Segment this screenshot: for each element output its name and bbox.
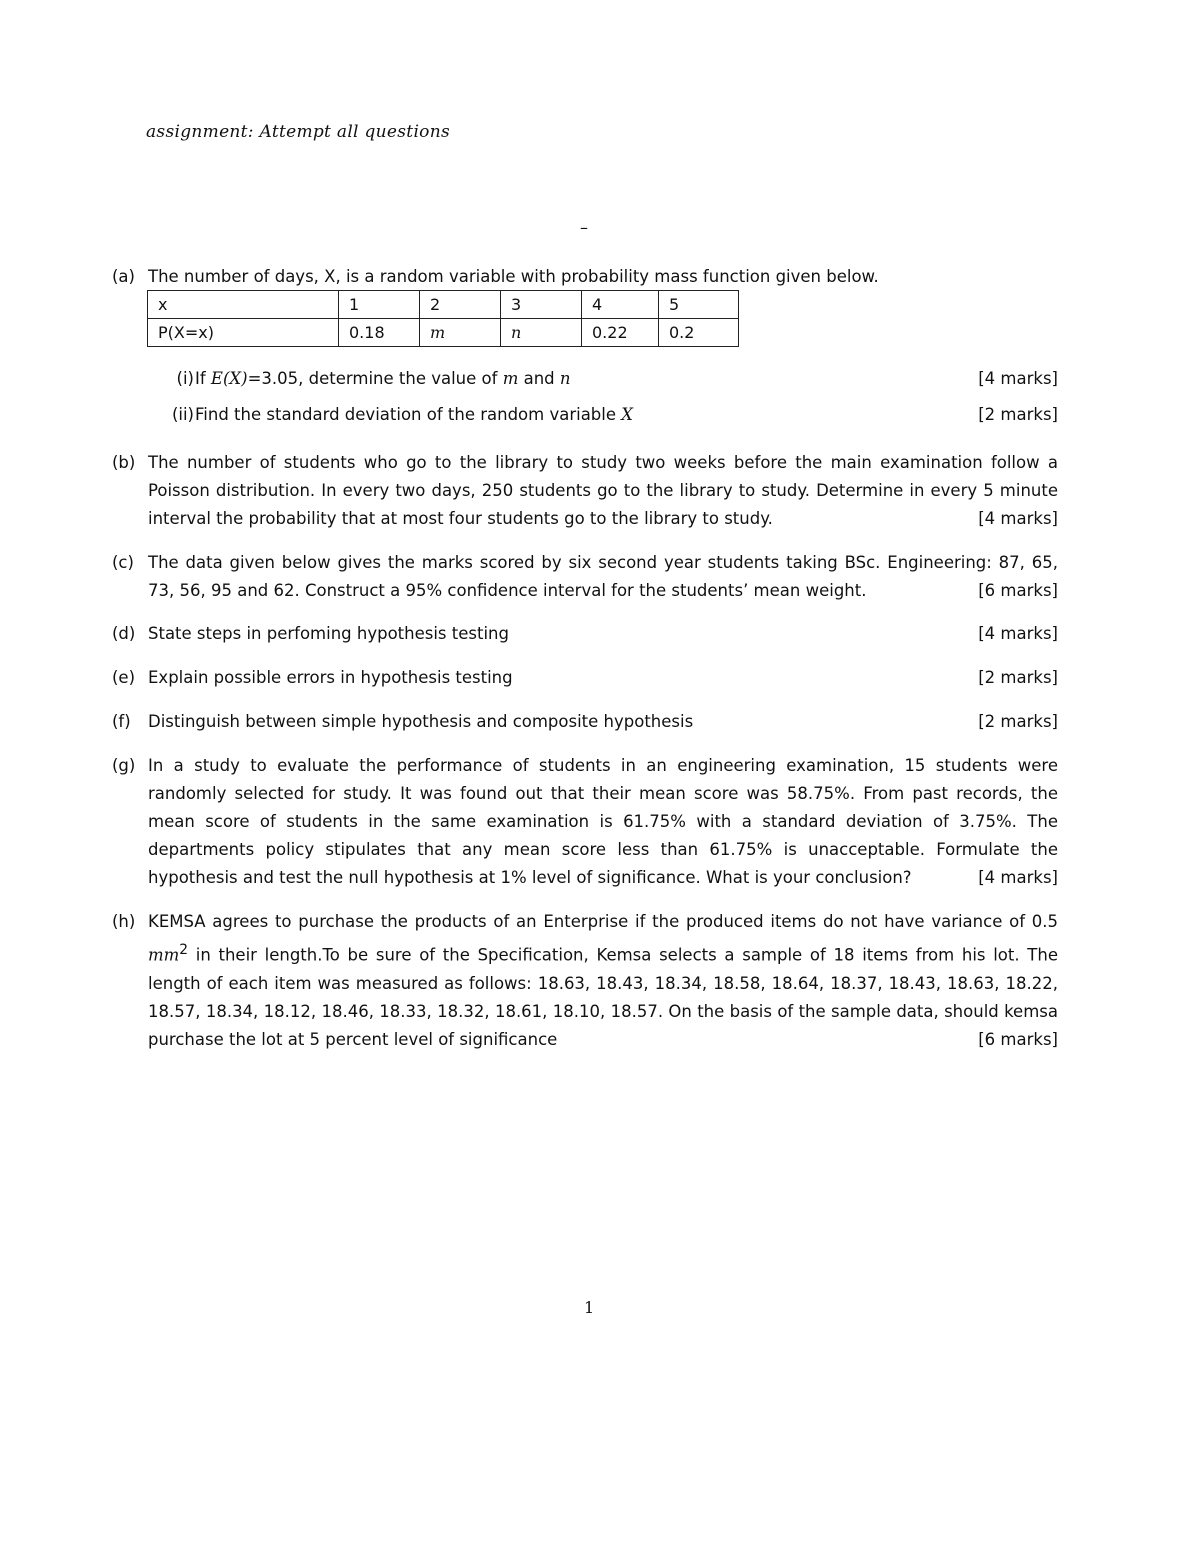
marks-badge: [2 marks] bbox=[978, 712, 1058, 731]
question-c bbox=[112, 549, 1058, 605]
pmf-cell: n bbox=[501, 319, 582, 347]
pmf-table-row-x bbox=[148, 291, 739, 319]
text-run: The number of students who go to the library to study two weeks before the main examination follow a Poisson distribution. In every two days, 250 students go to the library to study. Determine in every 5 minute interval the probability that at most four students go to the library to study. bbox=[148, 453, 1058, 528]
text-run: The data given below gives the marks scored by six second year students taking BSc. Engineering: 87, 65, 73, 56, 95 and 62. Construct a 95% confidence interval for the students’ mean weight. bbox=[148, 553, 1058, 600]
question-b-label: (b) bbox=[112, 453, 136, 472]
superscript: 2 bbox=[179, 942, 189, 958]
separator-dash: – bbox=[580, 218, 588, 237]
text-run: If bbox=[195, 369, 211, 388]
part-i-text bbox=[195, 365, 1058, 393]
question-c-label: (c) bbox=[112, 553, 134, 572]
math-run: m bbox=[502, 369, 519, 388]
pmf-cell: 0.2 bbox=[659, 319, 739, 347]
question-e-label: (e) bbox=[112, 668, 136, 687]
page-heading: assignment: Attempt all questions bbox=[146, 122, 450, 142]
pmf-cell: 5 bbox=[659, 291, 739, 319]
question-g-label: (g) bbox=[112, 756, 136, 775]
text-run: and bbox=[518, 369, 560, 388]
marks-badge: [6 marks] bbox=[978, 581, 1058, 600]
math-run: E(X) bbox=[210, 369, 248, 388]
question-h-label: (h) bbox=[112, 912, 136, 931]
text-run: =3.05, determine the value of bbox=[247, 369, 503, 388]
question-a-part-ii bbox=[150, 401, 1058, 429]
marks-badge: [2 marks] bbox=[978, 405, 1058, 424]
pmf-cell: m bbox=[420, 319, 501, 347]
math-run: X bbox=[621, 405, 634, 424]
text-run: Find the standard deviation of the random variable bbox=[195, 405, 622, 424]
question-g bbox=[112, 752, 1058, 892]
text-run: In a study to evaluate the performance of students in an engineering examination, 15 students were randomly selected for study. It was found out that their mean score was 58.75%. From past records, the mean score of students in the same examination is 61.75% with a standard deviation of 3.75%. The departments policy stipulates that any mean score less than 61.75% is unacceptable. Formulate the hypothesis and test the null hypothesis at 1% level of significance. What is your conclusion? bbox=[148, 756, 1058, 887]
question-a-part-i bbox=[150, 365, 1058, 393]
text-run: Explain possible errors in hypothesis testing bbox=[148, 668, 513, 687]
pmf-cell: 2 bbox=[420, 291, 501, 319]
marks-badge: [6 marks] bbox=[978, 1029, 1058, 1049]
question-g-text bbox=[148, 752, 1058, 892]
question-e-text bbox=[148, 664, 1058, 692]
question-f bbox=[112, 708, 1058, 736]
marks-badge: [4 marks] bbox=[978, 509, 1058, 528]
pmf-table bbox=[147, 290, 739, 347]
question-c-text bbox=[148, 549, 1058, 605]
text-run: Distinguish between simple hypothesis and composite hypothesis bbox=[148, 712, 694, 731]
marks-badge: [2 marks] bbox=[978, 668, 1058, 687]
math-run: n bbox=[559, 369, 571, 388]
marks-badge: [4 marks] bbox=[978, 624, 1058, 643]
question-d bbox=[112, 620, 1058, 648]
math-run: mm bbox=[148, 945, 180, 965]
part-ii-label: (ii) bbox=[171, 405, 194, 424]
question-h-text bbox=[148, 908, 1058, 1054]
marks-badge: [4 marks] bbox=[978, 868, 1058, 887]
pmf-table-row-prob bbox=[148, 319, 739, 347]
part-i-label: (i) bbox=[176, 369, 194, 388]
marks-badge: [4 marks] bbox=[978, 369, 1058, 388]
question-d-text bbox=[148, 620, 1058, 648]
text-run: State steps in perfoming hypothesis testing bbox=[148, 624, 509, 643]
text-run: in their length.To be sure of the Specification, Kemsa selects a sample of 18 items from his lot. The length of each item was measured as follows: 18.63, 18.43, 18.34, 18.58, 18.64, 18.37, 18.43, 18.63, 18.22, 18.57, 18.34, 18.12, 18.46, 18.33, 18.32, 18.61, 18.10, 18.57. On the basis of the sample data, should kemsa purchase the lot at 5 percent level of significance bbox=[148, 945, 1058, 1049]
question-a bbox=[112, 263, 1058, 291]
pmf-cell: 4 bbox=[582, 291, 659, 319]
question-h bbox=[112, 908, 1058, 1054]
pmf-cell: 0.22 bbox=[582, 319, 659, 347]
text-run: KEMSA agrees to purchase the products of an Enterprise if the produced items do not have variance of 0.5 bbox=[148, 912, 1058, 931]
pmf-cell: P(X=x) bbox=[148, 319, 339, 347]
question-e bbox=[112, 664, 1058, 692]
pmf-cell: 0.18 bbox=[339, 319, 420, 347]
question-b bbox=[112, 449, 1058, 533]
question-f-label: (f) bbox=[112, 712, 131, 731]
question-b-text bbox=[148, 449, 1058, 533]
part-ii-text bbox=[195, 401, 1058, 429]
pmf-cell: 1 bbox=[339, 291, 420, 319]
question-a-text: The number of days, X, is a random variable with probability mass function given below. bbox=[148, 267, 879, 286]
question-f-text bbox=[148, 708, 1058, 736]
question-d-label: (d) bbox=[112, 624, 136, 643]
pmf-cell: 3 bbox=[501, 291, 582, 319]
page-number: 1 bbox=[584, 1298, 595, 1317]
pmf-cell: x bbox=[148, 291, 339, 319]
question-a-label: (a) bbox=[112, 267, 135, 286]
